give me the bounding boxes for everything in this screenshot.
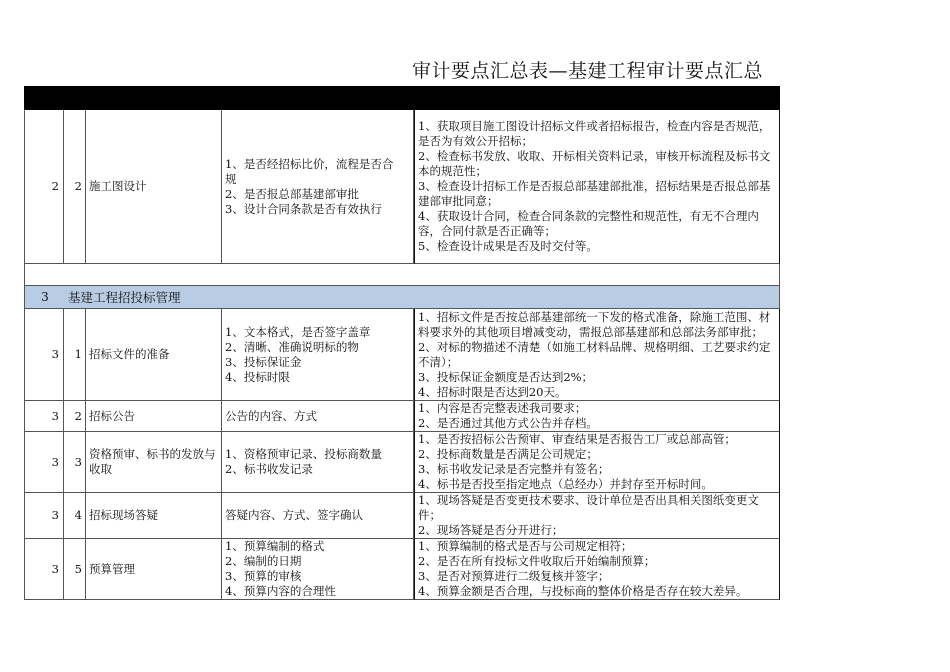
row-section-number: 3 bbox=[24, 401, 64, 432]
row-audit-steps: 1、获取项目施工图设计招标文件或者招标报告，检查内容是否规范， 是否为有效公开招标； 2、检查标书发放、收取、开标相关资料记录，审核开标流程及标书文 本的规范性； 3、检查设计招标工作是否报总部基建部批准，招标结果是否报总部基 建部审批同意； 4、获取设计合同，检查合同条款的完整性和规范性，有无不合理内 容，合同付款是否正确等； 5、检查设计成果是否及时交付等。 bbox=[418, 119, 771, 253]
row-section-number: 3 bbox=[24, 539, 64, 600]
row-item-name: 招标文件的准备 bbox=[86, 309, 222, 401]
row-item-number: 5 bbox=[64, 539, 86, 600]
row-item-name: 资格预审、标书的发放与收取 bbox=[89, 447, 216, 476]
row-content: 公告的内容、方式 bbox=[225, 408, 317, 423]
row-section-number: 2 bbox=[24, 110, 64, 264]
header-bar bbox=[24, 86, 780, 110]
row-content: 1、是否经招标比价，流程是否合 规 2、是否报总部基建部审批 3、设计合同条款是否有效执行 bbox=[225, 156, 394, 216]
row-section-number: 3 bbox=[24, 493, 64, 539]
page-title: 审计要点汇总表—基建工程审计要点汇总 bbox=[412, 60, 764, 82]
table-row[interactable] bbox=[24, 110, 780, 264]
row-item-number: 1 bbox=[64, 309, 86, 401]
row-audit-steps: 1、预算编制的格式是否与公司规定相符； 2、是否在所有投标文件收取后开始编制预算； 3、是否对预算进行二级复核并签字； 4、预算金额是否合理，与投标商的整体价格是否存在较大差异。 bbox=[418, 539, 748, 598]
row-section-number: 3 bbox=[24, 432, 64, 493]
row-item-name: 预算管理 bbox=[86, 539, 222, 600]
row-audit-steps: 1、内容是否完整表述我司要求； 2、是否通过其他方式公告并存档。 bbox=[418, 401, 598, 430]
row-content: 1、预算编制的格式 2、编制的日期 3、预算的审核 4、预算内容的合理性 bbox=[225, 539, 336, 598]
row-content: 1、资格预审记录、投标商数量 2、标书收发记录 bbox=[225, 447, 382, 476]
row-item-number: 2 bbox=[64, 401, 86, 432]
row-content: 1、文本格式，是否签字盖章 2、清晰、准确说明标的物 3、投标保证金 4、投标时限 bbox=[225, 324, 371, 384]
table-row[interactable] bbox=[24, 539, 780, 600]
row-item-name: 招标公告 bbox=[86, 401, 222, 432]
row-item-number: 3 bbox=[64, 432, 86, 493]
section-number: 3 bbox=[41, 290, 49, 304]
blank-row bbox=[24, 264, 780, 286]
row-section-number: 3 bbox=[24, 309, 64, 401]
row-content: 答疑内容、方式、签字确认 bbox=[225, 508, 363, 522]
table-row[interactable] bbox=[24, 309, 780, 401]
row-audit-steps: 1、现场答疑是否变更技术要求、设计单位是否出具相关图纸变更文 件； 2、现场答疑是否分开进行； bbox=[418, 493, 759, 537]
row-item-name: 施工图设计 bbox=[86, 110, 222, 264]
section-header[interactable] bbox=[24, 286, 780, 309]
table-row[interactable] bbox=[24, 432, 780, 493]
row-audit-steps: 1、是否按招标公告预审、审查结果是否报告工厂或总部高管； 2、投标商数量是否满足公司规定； 3、标书收发记录是否完整并有签名； 4、标书是否投至指定地点（总经办）并封存至开标时间。 bbox=[418, 432, 736, 491]
table-row[interactable] bbox=[24, 401, 780, 432]
row-item-name: 招标现场答疑 bbox=[86, 493, 222, 539]
row-item-number: 2 bbox=[64, 110, 86, 264]
section-title: 基建工程招投标管理 bbox=[68, 290, 181, 305]
row-item-number: 4 bbox=[64, 493, 86, 539]
table-row[interactable] bbox=[24, 493, 780, 539]
row-audit-steps: 1、招标文件是否按总部基建部统一下发的格式准备，除施工范围、材 料要求外的其他项目增减变动，需报总部基建部和总部法务部审批； 2、对标的物描述不清楚（如施工材料品牌、规格明细、工艺要求约定 不清）； 3、投标保证金额度是否达到2%； 4、招标时限是否达到20天。 bbox=[418, 309, 771, 399]
